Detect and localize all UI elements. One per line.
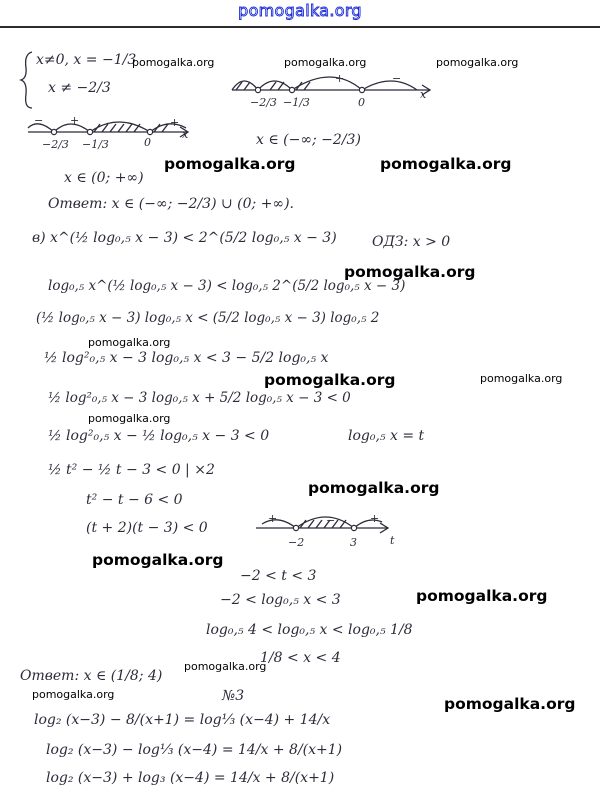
task-3-equation-1: log₂ (x−3) − 8/(x+1) = log⅓ (x−4) + 14/x <box>34 712 331 728</box>
watermark: pomogalka.org <box>444 695 576 713</box>
watermark: pomogalka.org <box>88 336 171 349</box>
watermark: pomogalka.org <box>92 551 224 569</box>
watermark: pomogalka.org <box>480 372 563 385</box>
handwritten-page <box>0 28 600 810</box>
step-5: ½ log²₀,₅ x − ½ log₀,₅ x − 3 < 0 <box>48 428 270 444</box>
watermark: pomogalka.org <box>284 56 367 69</box>
answer-b: Ответ: x ∈ (1/8; 4) <box>20 668 163 684</box>
step-6: ½ t² − ½ t − 3 < 0 | ×2 <box>48 462 215 478</box>
nl3-sign-1: + <box>268 512 278 525</box>
step-2: (½ log₀,₅ x − 3) log₀,₅ x < (5/2 log₀,₅ x − 3) log₀,₅ 2 <box>36 310 380 326</box>
step-8: (t + 2)(t − 3) < 0 <box>86 520 208 536</box>
watermark: pomogalka.org <box>164 155 296 173</box>
nl2-axis-label: x <box>182 128 189 141</box>
nl1-point-3: 0 <box>358 96 365 109</box>
nl2-point-2: −1/3 <box>82 138 109 151</box>
site-title[interactable]: pomogalka.org <box>238 1 362 20</box>
watermark: pomogalka.org <box>380 155 512 173</box>
watermark: pomogalka.org <box>436 56 519 69</box>
solution-right: x ∈ (0; +∞) <box>64 170 144 186</box>
nl1-point-1: −2/3 <box>250 96 277 109</box>
step-4: ½ log²₀,₅ x − 3 log₀,₅ x + 5/2 log₀,₅ x − 3 < 0 <box>48 390 351 406</box>
nl2-point-1: −2/3 <box>42 138 69 151</box>
nl3-sign-3: + <box>370 512 380 525</box>
nl3-axis-label: t <box>390 534 395 547</box>
nl3-point-2: 3 <box>350 536 357 549</box>
substitution: log₀,₅ x = t <box>348 428 425 444</box>
watermark: pomogalka.org <box>344 263 476 281</box>
system-line-1: x≠0, x = −1/3 <box>36 52 137 68</box>
step-11: log₀,₅ 4 < log₀,₅ x < log₀,₅ 1/8 <box>206 622 413 638</box>
step-10: −2 < log₀,₅ x < 3 <box>220 592 341 608</box>
step-1: log₀,₅ x^(½ log₀,₅ x − 3) < log₀,₅ 2^(5/2 log₀,₅ x − 3) <box>48 278 406 294</box>
task-3-number: №3 <box>222 688 245 704</box>
part-b-inequality: в) x^(½ log₀,₅ x − 3) < 2^(5/2 log₀,₅ x − 3) <box>32 230 337 246</box>
watermark: pomogalka.org <box>416 587 548 605</box>
step-3: ½ log²₀,₅ x − 3 log₀,₅ x < 3 − 5/2 log₀,₅ x <box>44 350 329 366</box>
site-header <box>0 0 600 28</box>
watermark: pomogalka.org <box>264 371 396 389</box>
watermark: pomogalka.org <box>132 56 215 69</box>
nl2-sign-1: + <box>70 114 80 127</box>
nl1-axis-label: x <box>420 88 427 101</box>
watermark: pomogalka.org <box>308 479 440 497</box>
watermark: pomogalka.org <box>32 688 115 701</box>
task-3-equation-3: log₂ (x−3) + log₃ (x−4) = 14/x + 8/(x+1) <box>46 770 335 786</box>
nl2-sign-2: − <box>34 114 44 127</box>
system-line-2: x ≠ −2/3 <box>48 80 111 96</box>
nl1-point-2: −1/3 <box>283 96 310 109</box>
solution-left: x ∈ (−∞; −2/3) <box>256 132 361 148</box>
nl1-sign-minus: − <box>392 72 402 85</box>
watermark: pomogalka.org <box>184 660 267 673</box>
task-3-equation-2: log₂ (x−3) − log⅓ (x−4) = 14/x + 8/(x+1) <box>46 742 343 758</box>
odz-condition: ОДЗ: x > 0 <box>372 234 451 250</box>
system-brace <box>20 50 36 110</box>
answer-a: Ответ: x ∈ (−∞; −2/3) ∪ (0; +∞). <box>48 196 295 212</box>
nl1-sign-plus: + <box>335 72 345 85</box>
nl2-point-3: 0 <box>144 136 151 149</box>
step-7: t² − t − 6 < 0 <box>86 492 183 508</box>
step-12: 1/8 < x < 4 <box>260 650 341 666</box>
watermark: pomogalka.org <box>88 412 171 425</box>
nl3-point-1: −2 <box>288 536 305 549</box>
nl2-sign-3: + <box>170 116 180 129</box>
nl3-sign-2: − <box>326 514 336 527</box>
step-9: −2 < t < 3 <box>240 568 317 584</box>
